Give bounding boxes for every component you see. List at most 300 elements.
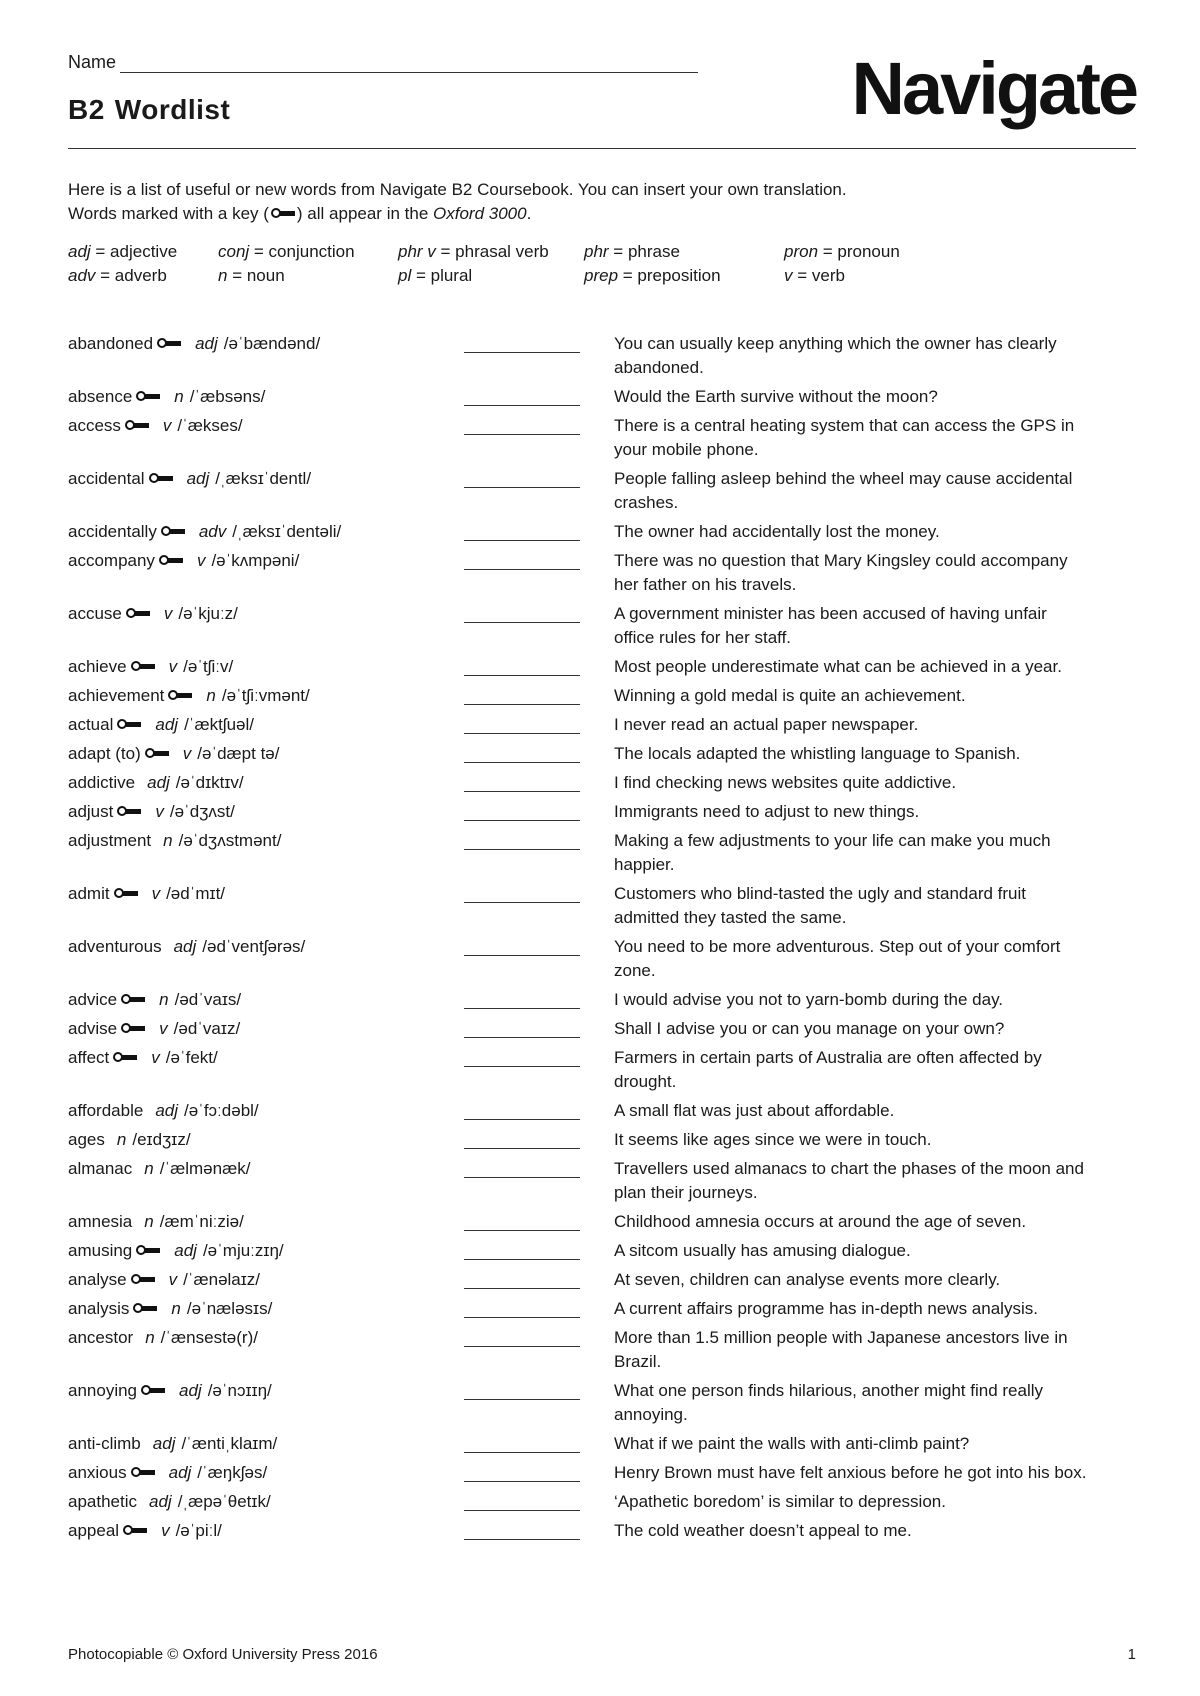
entry-pronunciation: /ˌæpəˈθetɪk/ (177, 1492, 271, 1511)
entry-word: advice (68, 990, 118, 1009)
entry-part-of-speech: adj (149, 1492, 172, 1511)
word-entry (68, 1046, 1136, 1099)
abbreviation-short: adj (68, 242, 91, 261)
example-line: Would the Earth survive without the moon? (614, 387, 938, 406)
example-line: A current affairs programme has in-depth news analysis. (614, 1299, 1038, 1318)
entry-part-of-speech: adj (179, 1381, 202, 1400)
example-line: There is a central heating system that can access the GPS in (614, 416, 1075, 435)
entry-part-of-speech: n (163, 831, 173, 850)
abbreviation-meaning: = phrase (608, 242, 680, 261)
entry-part-of-speech: adj (168, 1463, 192, 1482)
entry-part-of-speech: v (155, 802, 164, 821)
brand-logo: Navigate (851, 47, 1136, 130)
entry-example (614, 1379, 1136, 1427)
entry-headword (68, 935, 305, 959)
entry-part-of-speech: n (116, 1130, 127, 1149)
word-entry (68, 1099, 1136, 1128)
example-line: You need to be more adventurous. Step out of your comfort (614, 937, 1061, 956)
translation-blank (464, 1288, 580, 1289)
abbreviation-short: pl (398, 266, 412, 285)
entry-word: analyse (68, 1270, 127, 1289)
entry-headword (68, 1099, 259, 1123)
key-icon (161, 526, 185, 538)
entry-part-of-speech: n (159, 990, 169, 1009)
word-entries (68, 332, 1136, 1548)
example-line: What if we paint the walls with anti-climb paint? (614, 1434, 970, 1453)
translation-blank (464, 849, 580, 850)
translation-blank (464, 1177, 580, 1178)
example-line: A small flat was just about affordable. (614, 1101, 895, 1120)
translation-blank (464, 1317, 580, 1318)
entry-example (614, 1046, 1136, 1094)
entry-headword (68, 1490, 271, 1514)
entry-example (614, 1461, 1136, 1485)
translation-blank (464, 1119, 580, 1120)
entry-word: ancestor (68, 1328, 134, 1347)
entry-word: affordable (68, 1101, 144, 1120)
translation-blank (464, 1346, 580, 1347)
entry-example (614, 549, 1136, 597)
example-line: plan their journeys. (614, 1183, 758, 1202)
abbreviation-meaning: = phrasal verb (435, 242, 549, 261)
entry-word: achieve (68, 657, 127, 676)
abbreviation-short: n (218, 266, 228, 285)
translation-blank (464, 675, 580, 676)
abbreviation-item (218, 264, 355, 288)
example-line: Customers who blind-tasted the ugly and standard fruit (614, 884, 1027, 903)
example-line: Farmers in certain parts of Australia are often affected by (614, 1048, 1042, 1067)
entry-pronunciation: /əˈpiːl/ (175, 1521, 222, 1540)
entry-headword (68, 1326, 258, 1350)
entry-headword (68, 829, 281, 853)
entry-headword (68, 1297, 272, 1321)
word-entry (68, 684, 1136, 713)
key-icon (117, 719, 141, 731)
entry-word: addictive (68, 773, 136, 792)
abbreviation-short: conj (218, 242, 250, 261)
entry-headword (68, 1379, 272, 1403)
entry-pronunciation: /ˈækses/ (177, 416, 243, 435)
entry-example (614, 1326, 1136, 1374)
abbreviation-item (784, 240, 900, 264)
word-entry (68, 1297, 1136, 1326)
key-icon (159, 555, 183, 567)
entry-word: accidentally (68, 522, 157, 541)
example-line: Brazil. (614, 1352, 662, 1371)
entry-word: achievement (68, 686, 165, 705)
entry-pronunciation: /əˈkjuːz/ (178, 604, 238, 623)
translation-blank (464, 487, 580, 488)
key-icon (121, 994, 145, 1006)
example-line: More than 1.5 million people with Japanese ancestors live in (614, 1328, 1068, 1347)
example-line: annoying. (614, 1405, 688, 1424)
example-line: The owner had accidentally lost the money. (614, 522, 940, 541)
abbreviation-meaning: = adjective (90, 242, 178, 261)
entry-part-of-speech: adj (152, 1434, 176, 1453)
abbreviation-item (784, 264, 900, 288)
word-entry (68, 1210, 1136, 1239)
entry-word: amnesia (68, 1212, 133, 1231)
translation-blank (464, 791, 580, 792)
example-line: I never read an actual paper newspaper. (614, 715, 919, 734)
abbreviation-item (68, 264, 177, 288)
abbreviation-item (218, 240, 355, 264)
entry-part-of-speech: n (206, 686, 216, 705)
abbreviation-item (584, 264, 721, 288)
key-icon (126, 608, 150, 620)
translation-blank (464, 1066, 580, 1067)
word-entry (68, 882, 1136, 935)
entry-word: accuse (68, 604, 122, 623)
key-icon (136, 1245, 160, 1257)
entry-example (614, 829, 1136, 877)
word-entry (68, 935, 1136, 988)
example-line: Shall I advise you or can you manage on your own? (614, 1019, 1005, 1038)
entry-pronunciation: /æmˈniːziə/ (159, 1212, 244, 1231)
abbreviation-short: v (784, 266, 793, 285)
entry-headword (68, 520, 341, 544)
translation-blank (464, 1510, 580, 1511)
abbreviation-meaning: = conjunction (249, 242, 355, 261)
entry-example (614, 882, 1136, 930)
entry-pronunciation: /ˈæktʃuəl/ (184, 715, 254, 734)
translation-blank (464, 1008, 580, 1009)
entry-word: absence (68, 387, 133, 406)
entry-pronunciation: /əˈfekt/ (165, 1048, 218, 1067)
translation-blank (464, 569, 580, 570)
entry-example (614, 771, 1136, 795)
abbreviation-column (398, 240, 549, 288)
intro-line-2-start: Words marked with a key ( (68, 204, 269, 223)
word-entry (68, 1432, 1136, 1461)
abbreviation-short: phr (584, 242, 609, 261)
example-line: her father on his travels. (614, 575, 797, 594)
example-line: abandoned. (614, 358, 704, 377)
entry-word: advise (68, 1019, 118, 1038)
entry-word: adjustment (68, 831, 152, 850)
entry-word: appeal (68, 1521, 120, 1540)
entry-word: apathetic (68, 1492, 137, 1511)
entry-word: access (68, 416, 121, 435)
example-line: A sitcom usually has amusing dialogue. (614, 1241, 911, 1260)
entry-pronunciation: /ədˈmɪt/ (166, 884, 226, 903)
entry-pronunciation: /ˈænəlaɪz/ (183, 1270, 261, 1289)
abbreviation-short: adv (68, 266, 96, 285)
entry-pronunciation: /əˈnɔɪɪŋ/ (207, 1381, 272, 1400)
abbreviation-item (68, 240, 177, 264)
entry-pronunciation: /ˈænsestə(r)/ (160, 1328, 258, 1347)
entry-word: accompany (68, 551, 155, 570)
key-icon (131, 661, 155, 673)
name-line-blank (120, 56, 698, 73)
example-line: Making a few adjustments to your life can make you much (614, 831, 1051, 850)
intro-line-2-end: . (526, 204, 532, 223)
entry-word: actual (68, 715, 114, 734)
entry-example (614, 467, 1136, 515)
entry-headword (68, 1268, 260, 1292)
example-line: Most people underestimate what can be achieved in a year. (614, 657, 1062, 676)
example-line: office rules for her staff. (614, 628, 792, 647)
example-line: Immigrants need to adjust to new things. (614, 802, 920, 821)
example-line: happier. (614, 855, 675, 874)
key-icon (141, 1385, 165, 1397)
entry-headword (68, 1046, 218, 1070)
word-entry (68, 1157, 1136, 1210)
page-number: 1 (1127, 1646, 1136, 1663)
abbreviation-meaning: = verb (792, 266, 845, 285)
entry-headword (68, 988, 241, 1012)
word-entry (68, 1017, 1136, 1046)
entry-headword (68, 1017, 240, 1041)
abbreviation-short: pron (784, 242, 819, 261)
entry-example (614, 332, 1136, 380)
abbreviation-column (584, 240, 721, 288)
example-line: There was no question that Mary Kingsley could accompany (614, 551, 1068, 570)
key-icon (145, 748, 169, 760)
intro-line-1: Here is a list of useful or new words from Navigate B2 Coursebook. You can insert your own translation. (68, 180, 847, 199)
entry-word: ages (68, 1130, 105, 1149)
entry-headword (68, 414, 243, 438)
key-icon (149, 473, 173, 485)
entry-headword (68, 882, 225, 906)
entry-pronunciation: /ˌæksɪˈdentl/ (215, 469, 312, 488)
entry-part-of-speech: adj (195, 334, 218, 353)
word-entry (68, 549, 1136, 602)
word-entry (68, 385, 1136, 414)
entry-word: admit (68, 884, 110, 903)
entry-example (614, 713, 1136, 737)
entry-word: adjust (68, 802, 114, 821)
example-line: The locals adapted the whistling language to Spanish. (614, 744, 1021, 763)
entry-word: anti-climb (68, 1434, 141, 1453)
abbreviation-meaning: = plural (411, 266, 473, 285)
entry-headword (68, 742, 279, 766)
example-line: Childhood amnesia occurs at around the age of seven. (614, 1212, 1027, 1231)
entry-part-of-speech: v (182, 744, 192, 763)
key-icon (271, 208, 295, 220)
translation-blank (464, 1230, 580, 1231)
translation-blank (464, 622, 580, 623)
entry-part-of-speech: v (168, 1270, 178, 1289)
entry-headword (68, 1157, 250, 1181)
word-entry (68, 467, 1136, 520)
entry-part-of-speech: n (145, 1328, 155, 1347)
entry-headword (68, 549, 299, 573)
entry-example (614, 1519, 1136, 1543)
translation-blank (464, 955, 580, 956)
entry-example (614, 655, 1136, 679)
entry-pronunciation: /əˈtʃiːv/ (183, 657, 234, 676)
entry-headword (68, 800, 235, 824)
entry-pronunciation: /ˈæbsəns/ (189, 387, 266, 406)
entry-headword (68, 1519, 222, 1543)
key-icon (113, 1052, 137, 1064)
entry-headword (68, 1128, 191, 1152)
entry-word: annoying (68, 1381, 138, 1400)
title-level: B2 (68, 94, 105, 125)
entry-part-of-speech: v (162, 416, 172, 435)
entry-pronunciation: /əˈbændənd/ (223, 334, 321, 353)
title-word: Wordlist (114, 94, 231, 125)
word-entry (68, 414, 1136, 467)
word-entry (68, 1490, 1136, 1519)
key-icon (157, 338, 181, 350)
entry-pronunciation: /ˌæksɪˈdentəli/ (232, 522, 342, 541)
entry-pronunciation: /əˈnæləsɪs/ (186, 1299, 273, 1318)
entry-part-of-speech: n (171, 1299, 181, 1318)
header-divider (68, 148, 1136, 149)
key-icon (123, 1525, 147, 1537)
entry-example (614, 1432, 1136, 1456)
entry-part-of-speech: n (144, 1212, 154, 1231)
translation-blank (464, 820, 580, 821)
entry-pronunciation: /əˈtʃiːvmənt/ (221, 686, 310, 705)
translation-blank (464, 1452, 580, 1453)
example-line: People falling asleep behind the wheel may cause accidental (614, 469, 1073, 488)
entry-example (614, 1017, 1136, 1041)
entry-word: amusing (68, 1241, 133, 1260)
abbreviation-column (68, 240, 177, 288)
word-entry (68, 742, 1136, 771)
entry-pronunciation: /ədˈvaɪz/ (173, 1019, 241, 1038)
word-entry (68, 655, 1136, 684)
entry-word: accidental (68, 469, 145, 488)
entry-headword (68, 602, 238, 626)
word-entry (68, 1519, 1136, 1548)
example-line: Henry Brown must have felt anxious before he got into his box. (614, 1463, 1087, 1482)
entry-part-of-speech: v (151, 884, 161, 903)
word-entry (68, 1326, 1136, 1379)
key-icon (136, 391, 160, 403)
abbreviation-short: prep (584, 266, 619, 285)
word-entry (68, 988, 1136, 1017)
entry-part-of-speech: adj (155, 1101, 178, 1120)
example-line: ‘Apathetic boredom’ is similar to depression. (614, 1492, 946, 1511)
entry-headword (68, 467, 311, 491)
entry-example (614, 988, 1136, 1012)
entry-headword (68, 713, 254, 737)
word-entry (68, 829, 1136, 882)
entry-example (614, 800, 1136, 824)
abbreviation-meaning: = preposition (618, 266, 721, 285)
translation-blank (464, 733, 580, 734)
entry-word: almanac (68, 1159, 133, 1178)
key-icon (131, 1274, 155, 1286)
entry-pronunciation: /ədˈvaɪs/ (174, 990, 242, 1009)
example-line: zone. (614, 961, 656, 980)
entry-example (614, 385, 1136, 409)
word-entry (68, 1128, 1136, 1157)
translation-blank (464, 1481, 580, 1482)
entry-part-of-speech: v (159, 1019, 168, 1038)
word-entry (68, 520, 1136, 549)
entry-example (614, 520, 1136, 544)
entry-pronunciation: /əˈdæpt tə/ (197, 744, 280, 763)
entry-pronunciation: /əˈkʌmpəni/ (211, 551, 300, 570)
word-entry (68, 800, 1136, 829)
entry-pronunciation: /ədˈventʃərəs/ (202, 937, 306, 956)
entry-part-of-speech: adj (186, 469, 210, 488)
key-icon (117, 806, 141, 818)
word-entry (68, 332, 1136, 385)
entry-part-of-speech: v (163, 604, 173, 623)
translation-blank (464, 405, 580, 406)
entry-example (614, 1210, 1136, 1234)
entry-example (614, 742, 1136, 766)
entry-part-of-speech: adj (155, 715, 179, 734)
entry-headword (68, 1239, 284, 1263)
translation-blank (464, 1399, 580, 1400)
name-label: Name (68, 52, 117, 72)
translation-blank (464, 1539, 580, 1540)
abbreviation-item (584, 240, 721, 264)
abbreviation-item (398, 240, 549, 264)
example-line: I would advise you not to yarn-bomb during the day. (614, 990, 1004, 1009)
entry-word: abandoned (68, 334, 154, 353)
entry-part-of-speech: n (144, 1159, 154, 1178)
entry-pronunciation: /əˈdɪktɪv/ (175, 773, 244, 792)
entry-part-of-speech: v (168, 657, 178, 676)
example-line: It seems like ages since we were in touch. (614, 1130, 932, 1149)
entry-part-of-speech: adj (173, 937, 197, 956)
entry-headword (68, 684, 310, 708)
abbreviation-meaning: = pronoun (818, 242, 900, 261)
entry-example (614, 1157, 1136, 1205)
example-line: crashes. (614, 493, 679, 512)
entry-word: analysis (68, 1299, 130, 1318)
entry-headword (68, 332, 320, 356)
translation-blank (464, 704, 580, 705)
entry-example (614, 684, 1136, 708)
entry-word: anxious (68, 1463, 127, 1482)
entry-part-of-speech: adj (147, 773, 170, 792)
key-icon (125, 420, 149, 432)
abbreviation-column (784, 240, 900, 288)
word-entry (68, 1461, 1136, 1490)
key-icon (121, 1023, 145, 1035)
translation-blank (464, 762, 580, 763)
page-title (68, 94, 230, 126)
word-entry (68, 1379, 1136, 1432)
entry-example (614, 414, 1136, 462)
word-entry (68, 771, 1136, 800)
footer-copyright: Photocopiable © Oxford University Press 2016 (68, 1646, 378, 1663)
entry-pronunciation: /ˈæntiˌklaɪm/ (181, 1434, 278, 1453)
intro-oxford-3000: Oxford 3000 (433, 204, 527, 223)
example-line: What one person finds hilarious, another might find really (614, 1381, 1044, 1400)
example-line: Winning a gold medal is quite an achievement. (614, 686, 966, 705)
entry-example (614, 1239, 1136, 1263)
key-icon (133, 1303, 157, 1315)
intro-line-2-middle: ) all appear in the (296, 204, 434, 223)
entry-pronunciation: /əˈdʒʌst/ (169, 802, 235, 821)
translation-blank (464, 1259, 580, 1260)
entry-pronunciation: /ˈælmənæk/ (159, 1159, 251, 1178)
entry-pronunciation: /eɪdʒɪz/ (132, 1130, 191, 1149)
entry-part-of-speech: adv (198, 522, 227, 541)
translation-blank (464, 1148, 580, 1149)
example-line: A government minister has been accused of having unfair (614, 604, 1047, 623)
entry-pronunciation: /ˈæŋkʃəs/ (197, 1463, 268, 1482)
name-field (68, 52, 698, 73)
word-entry (68, 602, 1136, 655)
entry-example (614, 1099, 1136, 1123)
entry-part-of-speech: adj (174, 1241, 197, 1260)
entry-headword (68, 385, 265, 409)
abbreviation-meaning: = noun (227, 266, 285, 285)
word-entry (68, 1268, 1136, 1297)
key-icon (131, 1467, 155, 1479)
